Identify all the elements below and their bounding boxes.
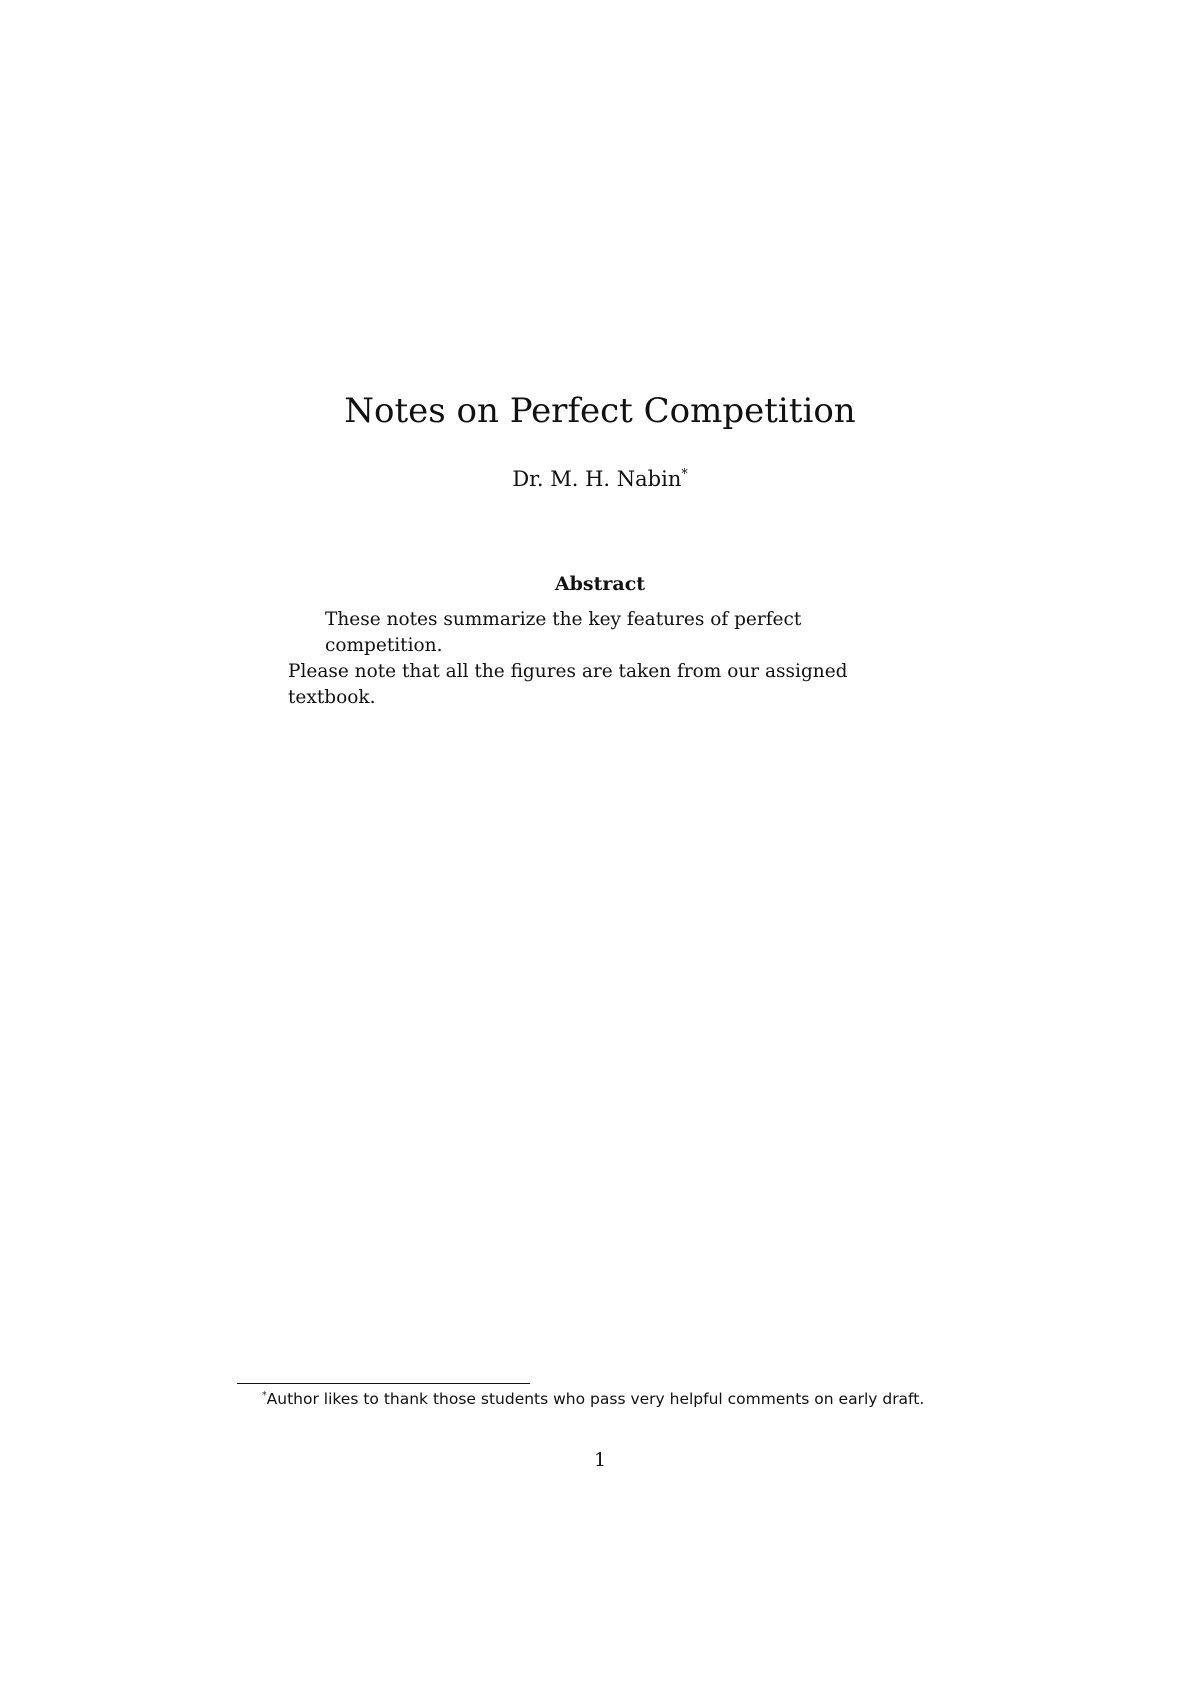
footnote — [262, 1388, 1022, 1410]
author-name: Dr. M. H. Nabin — [512, 467, 682, 491]
abstract-body — [288, 607, 912, 711]
footnote-mark: * — [262, 1389, 267, 1401]
page-title: Notes on Perfect Competition — [344, 391, 856, 431]
footnote-marker: * — [681, 466, 688, 481]
author-line — [0, 465, 1200, 493]
abstract-heading: Abstract — [554, 573, 646, 595]
page-number: 1 — [593, 1449, 607, 1471]
footnote-text: Author likes to thank those students who pass very helpful comments on early draft. — [266, 1390, 925, 1408]
footnote-divider — [237, 1383, 530, 1384]
abstract-line-1: These notes summarize the key features of perfect competition. — [325, 609, 802, 656]
abstract-line-2: Please note that all the figures are taken from our assigned textbook. — [288, 661, 848, 708]
